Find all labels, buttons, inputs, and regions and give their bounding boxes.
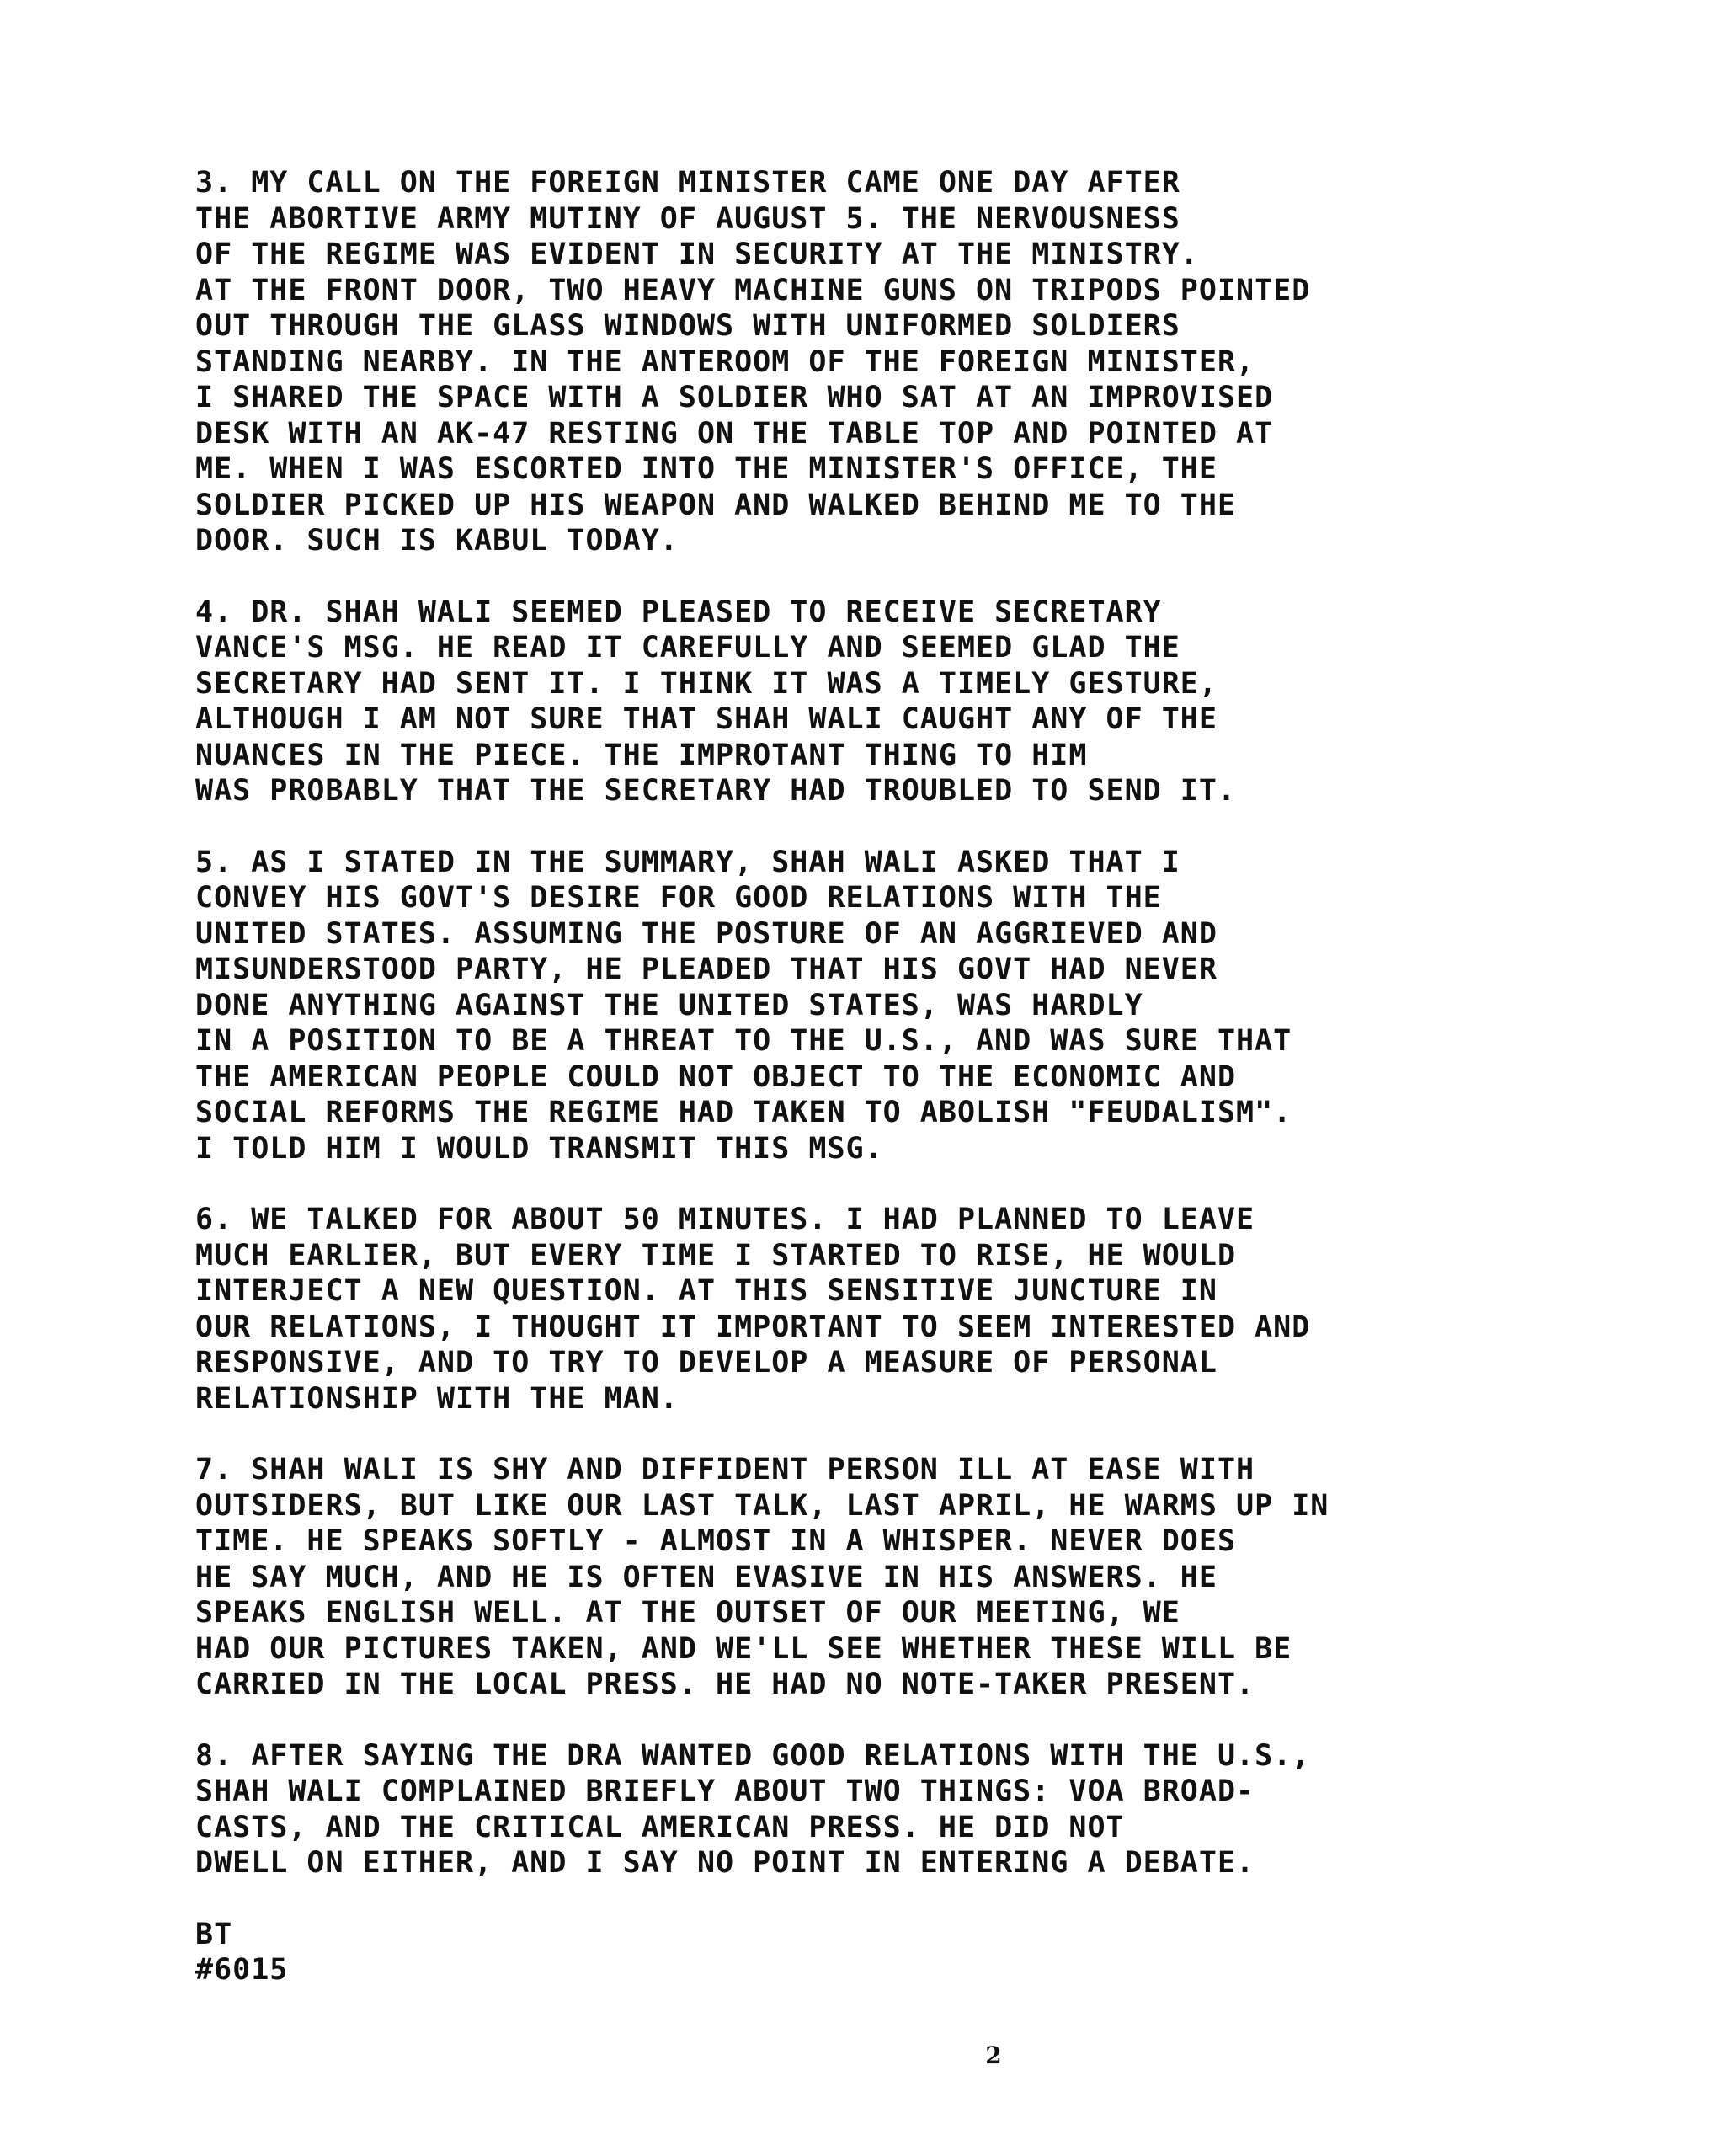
text-line: IN A POSITION TO BE A THREAT TO THE U.S., AND WAS SURE THAT — [195, 1024, 1292, 1058]
text-line: STANDING NEARBY. IN THE ANTEROOM OF THE FOREIGN MINISTER, — [195, 344, 1255, 379]
text-line: HE SAY MUCH, AND HE IS OFTEN EVASIVE IN HIS ANSWERS. HE — [195, 1560, 1217, 1594]
page-number: 2 — [985, 2041, 1002, 2069]
message-number: #6015 — [195, 1953, 289, 1987]
text-line: 5. AS I STATED IN THE SUMMARY, SHAH WALI ASKED THAT I — [195, 845, 1180, 879]
paragraph-6 — [195, 1202, 1576, 1417]
text-line: WAS PROBABLY THAT THE SECRETARY HAD TROUBLED TO SEND IT. — [195, 774, 1237, 808]
text-line: DWELL ON EITHER, AND I SAY NO POINT IN ENTERING A DEBATE. — [195, 1846, 1255, 1880]
text-line: DONE ANYTHING AGAINST THE UNITED STATES, WAS HARDLY — [195, 988, 1143, 1022]
text-line: RESPONSIVE, AND TO TRY TO DEVELOP A MEASURE OF PERSONAL — [195, 1346, 1217, 1380]
text-line: OUT THROUGH THE GLASS WINDOWS WITH UNIFORMED SOLDIERS — [195, 309, 1180, 343]
text-line: VANCE'S MSG. HE READ IT CAREFULLY AND SEEMED GLAD THE — [195, 631, 1180, 664]
text-line: I SHARED THE SPACE WITH A SOLDIER WHO SAT AT AN IMPROVISED — [195, 381, 1274, 414]
text-line: CARRIED IN THE LOCAL PRESS. HE HAD NO NOTE-TAKER PRESENT. — [195, 1668, 1255, 1701]
text-line: OUR RELATIONS, I THOUGHT IT IMPORTANT TO SEEM INTERESTED AND — [195, 1310, 1311, 1344]
text-line: TIME. HE SPEAKS SOFTLY - ALMOST IN A WHISPER. NEVER DOES — [195, 1524, 1237, 1558]
paragraph-3 — [195, 165, 1576, 559]
text-line: I TOLD HIM I WOULD TRANSMIT THIS MSG. — [195, 1131, 883, 1166]
message-trailer — [195, 1917, 1576, 1988]
text-line: INTERJECT A NEW QUESTION. AT THIS SENSITIVE JUNCTURE IN — [195, 1274, 1217, 1308]
paragraph-4 — [195, 595, 1576, 809]
bt-marker: BT — [195, 1917, 233, 1951]
text-line: ME. WHEN I WAS ESCORTED INTO THE MINISTER'S OFFICE, THE — [195, 452, 1217, 486]
text-line: RELATIONSHIP WITH THE MAN. — [195, 1381, 679, 1416]
text-line: SHAH WALI COMPLAINED BRIEFLY ABOUT TWO THINGS: VOA BROAD- — [195, 1774, 1255, 1808]
text-line: ALTHOUGH I AM NOT SURE THAT SHAH WALI CAUGHT ANY OF THE — [195, 702, 1217, 736]
text-line: SECRETARY HAD SENT IT. I THINK IT WAS A TIMELY GESTURE, — [195, 666, 1217, 701]
paragraph-5 — [195, 845, 1576, 1167]
paragraph-7 — [195, 1452, 1576, 1703]
text-line: SOLDIER PICKED UP HIS WEAPON AND WALKED BEHIND ME TO THE — [195, 488, 1237, 522]
text-line: MISUNDERSTOOD PARTY, HE PLEADED THAT HIS GOVT HAD NEVER — [195, 953, 1217, 986]
text-line: DESK WITH AN AK-47 RESTING ON THE TABLE TOP AND POINTED AT — [195, 416, 1274, 451]
text-line: OUTSIDERS, BUT LIKE OUR LAST TALK, LAST APRIL, HE WARMS UP IN — [195, 1488, 1329, 1523]
text-line: SPEAKS ENGLISH WELL. AT THE OUTSET OF OUR MEETING, WE — [195, 1596, 1180, 1630]
text-line: OF THE REGIME WAS EVIDENT IN SECURITY AT THE MINISTRY. — [195, 237, 1199, 271]
cable-body — [195, 165, 1576, 1988]
text-line: CONVEY HIS GOVT'S DESIRE FOR GOOD RELATIONS WITH THE — [195, 881, 1162, 915]
text-line: THE ABORTIVE ARMY MUTINY OF AUGUST 5. THE NERVOUSNESS — [195, 201, 1180, 236]
text-line: SOCIAL REFORMS THE REGIME HAD TAKEN TO ABOLISH "FEUDALISM". — [195, 1096, 1292, 1129]
text-line: THE AMERICAN PEOPLE COULD NOT OBJECT TO THE ECONOMIC AND — [195, 1059, 1237, 1094]
text-line: 6. WE TALKED FOR ABOUT 50 MINUTES. I HAD PLANNED TO LEAVE — [195, 1203, 1255, 1236]
text-line: 7. SHAH WALI IS SHY AND DIFFIDENT PERSON ILL AT EASE WITH — [195, 1453, 1255, 1486]
text-line: 3. MY CALL ON THE FOREIGN MINISTER CAME ONE DAY AFTER — [195, 166, 1180, 200]
text-line: 8. AFTER SAYING THE DRA WANTED GOOD RELATIONS WITH THE U.S., — [195, 1738, 1311, 1773]
text-line: NUANCES IN THE PIECE. THE IMPROTANT THING TO HIM — [195, 738, 1088, 772]
text-line: UNITED STATES. ASSUMING THE POSTURE OF AN AGGRIEVED AND — [195, 916, 1217, 951]
text-line: 4. DR. SHAH WALI SEEMED PLEASED TO RECEIVE SECRETARY — [195, 595, 1162, 629]
text-line: HAD OUR PICTURES TAKEN, AND WE'LL SEE WHETHER THESE WILL BE — [195, 1631, 1292, 1666]
text-line: CASTS, AND THE CRITICAL AMERICAN PRESS. HE DID NOT — [195, 1810, 1125, 1844]
text-line: DOOR. SUCH IS KABUL TODAY. — [195, 524, 679, 558]
text-line: MUCH EARLIER, BUT EVERY TIME I STARTED TO RISE, HE WOULD — [195, 1238, 1237, 1273]
text-line: AT THE FRONT DOOR, TWO HEAVY MACHINE GUNS ON TRIPODS POINTED — [195, 273, 1311, 307]
paragraph-8 — [195, 1738, 1576, 1881]
